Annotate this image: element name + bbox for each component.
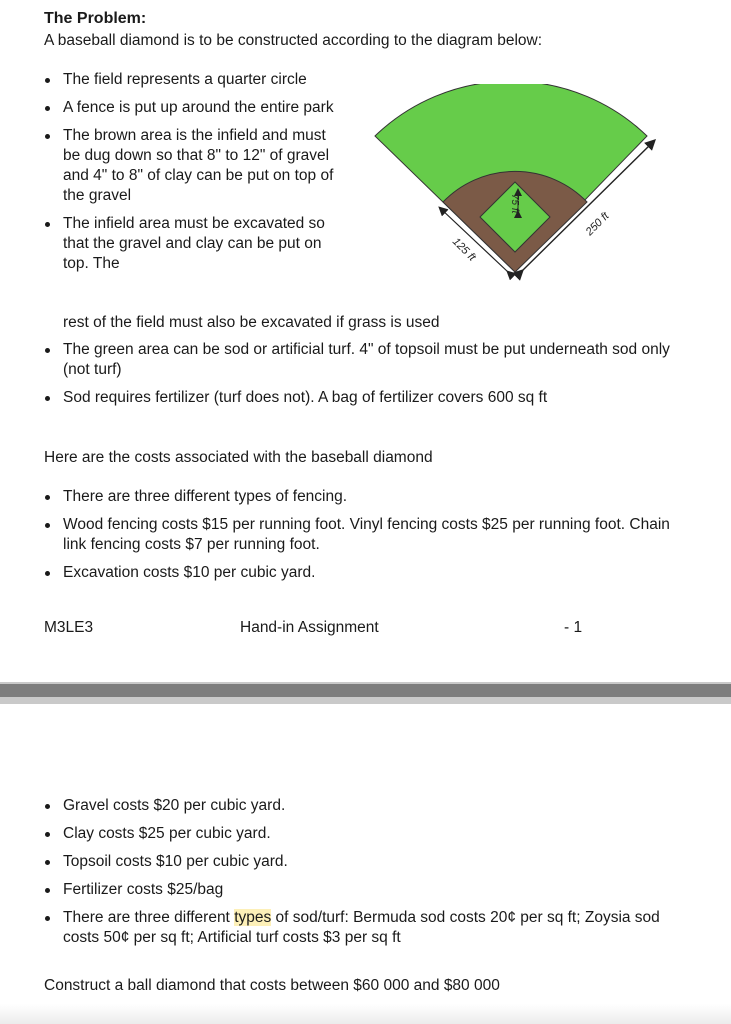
page-separator-bar [0, 684, 731, 697]
intro-text: A baseball diamond is to be constructed according to the diagram below: [44, 32, 543, 49]
label-250-ft: 250 ft [583, 210, 612, 239]
baseball-field-diagram [372, 84, 662, 284]
sod-text-after: of sod/turf: Bermuda sod costs 20¢ per sq ft; Zoysia sod costs 50¢ per sq ft; Artificial turf costs $3 per sq ft [63, 909, 660, 946]
list-item-sod-types [44, 908, 694, 948]
costs-intro: Here are the costs associated with the baseball diamond [44, 449, 433, 466]
list-item: The brown area is the infield and must be dug down so that 8" to 12" of gravel and 4" to 8" of clay can be put on top of the gravel [44, 126, 344, 206]
label-125-ft: 125 ft [449, 235, 478, 264]
problem-title: The Problem: [44, 10, 147, 27]
footer-title: Hand-in Assignment [240, 619, 379, 636]
list-item: Gravel costs $20 per cubic yard. [44, 796, 694, 816]
problem-bullet-list [44, 70, 344, 282]
list-item: A fence is put up around the entire park [44, 98, 344, 118]
bullet-continuation: rest of the field must also be excavated if grass is used [63, 314, 440, 331]
list-item: The green area can be sod or artificial turf. 4" of topsoil must be put underneath sod only (not turf) [44, 340, 684, 380]
footer-page-number: - 1 [564, 619, 583, 636]
list-item: The infield area must be excavated so that the gravel and clay can be put on top. The [44, 214, 344, 274]
bottom-fade [0, 1004, 731, 1024]
list-item: The field represents a quarter circle [44, 70, 344, 90]
highlighted-word[interactable]: types [234, 909, 272, 926]
problem-bullet-list-2 [44, 340, 684, 416]
sod-text-before: There are three different [63, 909, 235, 926]
conclusion-text: Construct a ball diamond that costs between $60 000 and $80 000 [44, 977, 500, 994]
costs-bullet-list [44, 487, 684, 591]
list-item: There are three different types of fencing. [44, 487, 684, 507]
page2-bullet-list [44, 796, 694, 956]
list-item: Sod requires fertilizer (turf does not). A bag of fertilizer covers 600 sq ft [44, 388, 684, 408]
footer-code: M3LE3 [44, 619, 94, 636]
list-item: Fertilizer costs $25/bag [44, 880, 694, 900]
list-item: Clay costs $25 per cubic yard. [44, 824, 694, 844]
list-item: Wood fencing costs $15 per running foot. Vinyl fencing costs $25 per running foot. Chain link fencing costs $7 per running foot. [44, 515, 684, 555]
list-item: Excavation costs $10 per cubic yard. [44, 563, 684, 583]
label-75-ft: 75 ft [509, 194, 520, 214]
list-item: Topsoil costs $10 per cubic yard. [44, 852, 694, 872]
